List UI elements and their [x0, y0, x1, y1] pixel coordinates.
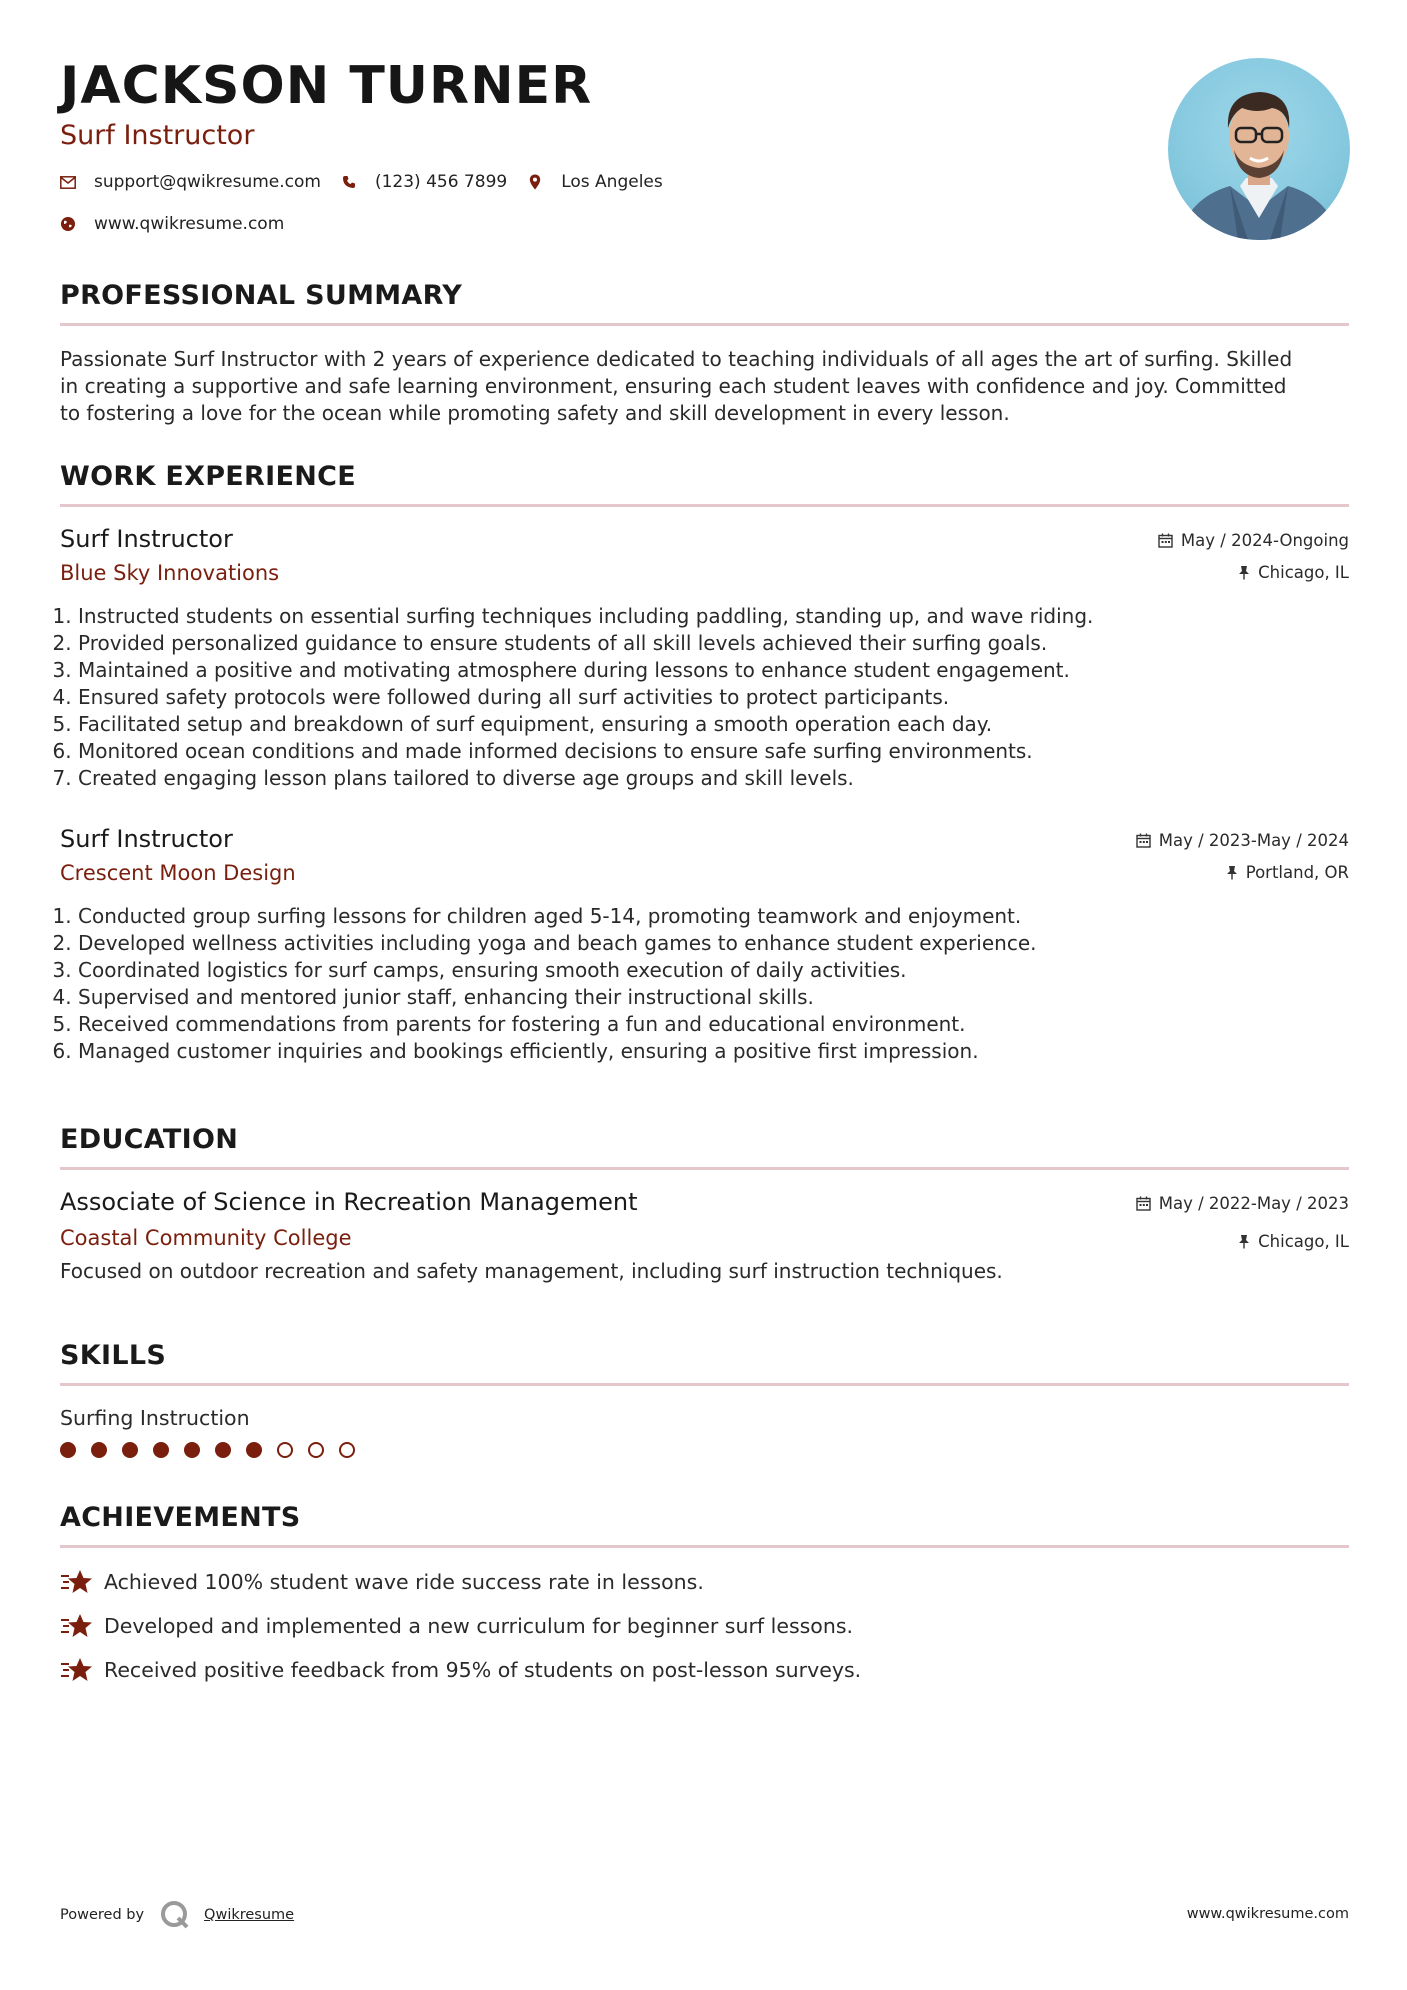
job-bullets	[60, 603, 1349, 792]
achievement-text: Developed and implemented a new curriculum for beginner surf lessons.	[104, 1614, 854, 1638]
section-title: EDUCATION	[60, 1124, 239, 1155]
skills-section	[60, 1340, 1349, 1458]
job-bullet: 2. Developed wellness activities including yoga and beach games to enhance student experience.	[78, 930, 1349, 957]
achievements-list	[60, 1560, 1349, 1692]
job-location-text: Portland, OR	[1245, 863, 1349, 882]
achievements-section	[60, 1502, 1349, 1692]
job-dates	[1158, 531, 1349, 550]
skill-rating	[60, 1442, 1349, 1458]
job-bullet: 1. Instructed students on essential surfing techniques including paddling, standing up, and wave riding.	[78, 603, 1349, 630]
job-location	[1238, 563, 1349, 582]
achievement-item	[60, 1604, 1349, 1648]
section-divider	[60, 323, 1349, 326]
skill-dot-filled	[60, 1442, 76, 1458]
star-icon	[60, 1656, 94, 1684]
job-bullet: 3. Maintained a positive and motivating atmosphere during lessons to enhance student engagement.	[78, 657, 1349, 684]
job-bullet: 2. Provided personalized guidance to ensure students of all skill levels achieved their surfing goals.	[78, 630, 1349, 657]
job-title: Surf Instructor	[60, 825, 233, 853]
experience-section	[60, 461, 1349, 1065]
star-icon	[60, 1568, 94, 1596]
location-text: Los Angeles	[561, 172, 663, 192]
calendar-icon	[1136, 833, 1151, 848]
achievement-item	[60, 1560, 1349, 1604]
phone-icon	[341, 174, 357, 190]
section-divider	[60, 1383, 1349, 1386]
job-dates-text: May / 2024-Ongoing	[1180, 531, 1349, 550]
achievement-text: Received positive feedback from 95% of students on post-lesson surveys.	[104, 1658, 862, 1682]
contact-row-primary	[60, 172, 683, 192]
job-location-text: Chicago, IL	[1258, 563, 1349, 582]
candidate-name: JACKSON TURNER	[60, 56, 593, 116]
job-location	[1226, 863, 1349, 882]
skill-dot-filled	[91, 1442, 107, 1458]
email-text[interactable]: support@qwikresume.com	[94, 172, 321, 192]
job-company: Blue Sky Innovations	[60, 561, 280, 585]
job-bullet: 6. Managed customer inquiries and bookings efficiently, ensuring a positive first impression.	[78, 1038, 1349, 1065]
qwikresume-logo-icon	[160, 1900, 190, 1930]
section-title: ACHIEVEMENTS	[60, 1502, 301, 1533]
job-title: Surf Instructor	[60, 525, 233, 553]
profile-photo	[1168, 58, 1350, 240]
education-dates-text: May / 2022-May / 2023	[1158, 1194, 1349, 1213]
section-title: PROFESSIONAL SUMMARY	[60, 280, 463, 311]
pushpin-icon	[1226, 865, 1238, 880]
footer-site[interactable]: www.qwikresume.com	[1186, 1906, 1349, 1922]
section-divider	[60, 1167, 1349, 1170]
envelope-icon	[60, 174, 76, 190]
qwikresume-link[interactable]: Qwikresume	[204, 1907, 295, 1923]
section-title: SKILLS	[60, 1340, 167, 1371]
skill-dot-filled	[184, 1442, 200, 1458]
summary-text	[60, 346, 1349, 427]
education-location	[1238, 1232, 1349, 1251]
summary-line: to fostering a love for the ocean while promoting safety and skill development in every lesson.	[60, 401, 1010, 425]
job-bullet: 3. Coordinated logistics for surf camps, ensuring smooth execution of daily activities.	[78, 957, 1349, 984]
job-bullet: 4. Ensured safety protocols were followed during all surf activities to protect participants.	[78, 684, 1349, 711]
job-company: Crescent Moon Design	[60, 861, 296, 885]
skill-dot-empty	[277, 1442, 293, 1458]
education-description: Focused on outdoor recreation and safety management, including surf instruction techniques.	[60, 1259, 1003, 1283]
skill-dot-filled	[215, 1442, 231, 1458]
job-dates	[1136, 831, 1349, 850]
job-bullet: 1. Conducted group surfing lessons for children aged 5-14, promoting teamwork and enjoyment.	[78, 903, 1349, 930]
section-title: WORK EXPERIENCE	[60, 461, 356, 492]
phone-text[interactable]: (123) 456 7899	[374, 172, 508, 192]
summary-section	[60, 280, 1349, 427]
job-entry	[60, 525, 1349, 795]
skill-dot-filled	[153, 1442, 169, 1458]
footer-powered-by	[60, 1900, 294, 1930]
job-bullets	[60, 903, 1349, 1065]
skill-name: Surfing Instruction	[60, 1406, 250, 1430]
star-icon	[60, 1612, 94, 1640]
calendar-icon	[1158, 533, 1173, 548]
skill-dot-empty	[308, 1442, 324, 1458]
job-bullet: 4. Supervised and mentored junior staff, enhancing their instructional skills.	[78, 984, 1349, 1011]
skill-dot-empty	[339, 1442, 355, 1458]
summary-line: in creating a supportive and safe learning environment, ensuring each student leaves with confidence and joy. Committed	[60, 374, 1287, 398]
globe-icon	[60, 216, 76, 232]
education-entry	[60, 1188, 1349, 1285]
job-bullet: 6. Monitored ocean conditions and made informed decisions to ensure safe surfing environments.	[78, 738, 1349, 765]
job-entry	[60, 825, 1349, 1065]
skill-dot-filled	[122, 1442, 138, 1458]
degree-title: Associate of Science in Recreation Management	[60, 1188, 638, 1216]
pushpin-icon	[1238, 1234, 1250, 1249]
candidate-role: Surf Instructor	[60, 120, 255, 151]
achievement-item	[60, 1648, 1349, 1692]
map-pin-icon	[527, 174, 543, 190]
job-bullet: 5. Received commendations from parents for fostering a fun and educational environment.	[78, 1011, 1349, 1038]
job-bullet: 7. Created engaging lesson plans tailored to diverse age groups and skill levels.	[78, 765, 1349, 792]
section-divider	[60, 1545, 1349, 1548]
website-text[interactable]: www.qwikresume.com	[94, 214, 285, 234]
summary-line: Passionate Surf Instructor with 2 years of experience dedicated to teaching individuals of all ages the art of surfing. Skilled	[60, 347, 1293, 371]
skill-dot-filled	[246, 1442, 262, 1458]
achievement-text: Achieved 100% student wave ride success rate in lessons.	[104, 1570, 704, 1594]
section-divider	[60, 504, 1349, 507]
contact-row-secondary	[60, 214, 304, 234]
education-section	[60, 1124, 1349, 1285]
school-name: Coastal Community College	[60, 1226, 352, 1250]
education-dates	[1136, 1194, 1349, 1213]
calendar-icon	[1136, 1196, 1151, 1211]
powered-by-label: Powered by	[60, 1907, 145, 1923]
education-location-text: Chicago, IL	[1258, 1232, 1349, 1251]
job-bullet: 5. Facilitated setup and breakdown of surf equipment, ensuring a smooth operation each day.	[78, 711, 1349, 738]
pushpin-icon	[1238, 565, 1250, 580]
job-dates-text: May / 2023-May / 2024	[1158, 831, 1349, 850]
